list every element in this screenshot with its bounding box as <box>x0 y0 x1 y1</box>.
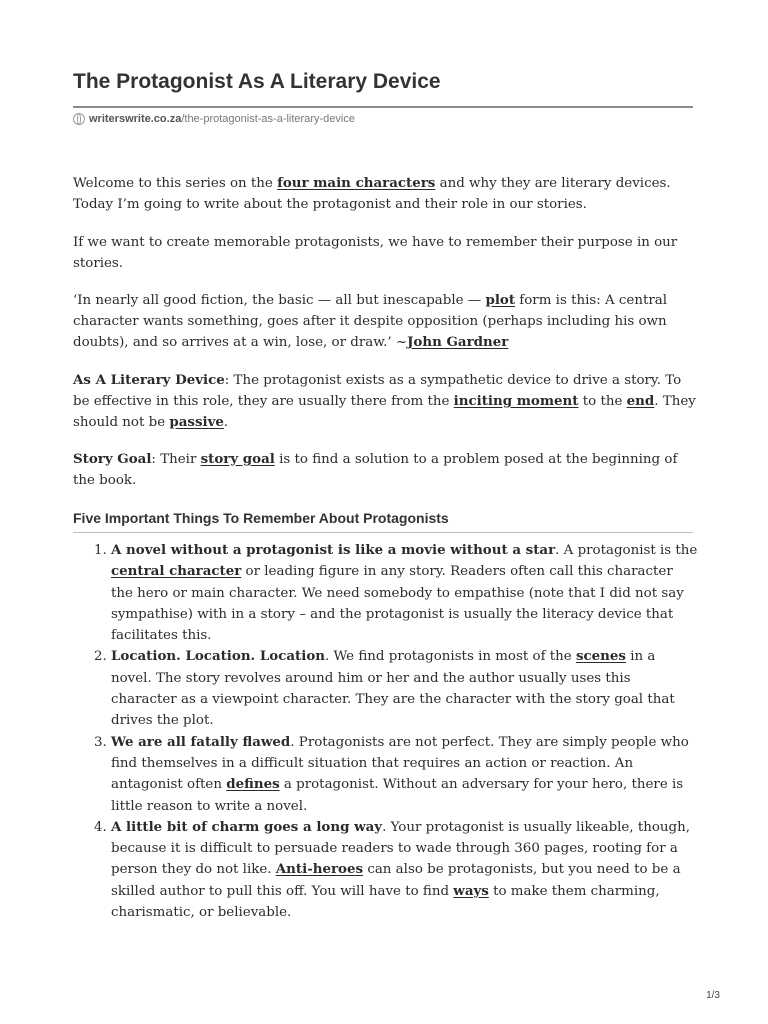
text: or leading figure in any story. Readers often call this character the hero or main character. We need somebody to empathise (note that I did not say sympathise) with in a story – and the protagonist is usually the literacy device that facilitates this. <box>111 564 684 644</box>
item-heading: We are all fatally flawed <box>111 733 291 750</box>
link-anti-heroes[interactable]: Anti-heroes <box>275 861 364 878</box>
link-scenes[interactable]: scenes <box>575 648 626 665</box>
link-ways[interactable]: ways <box>453 882 489 899</box>
story-goal-paragraph <box>73 449 698 491</box>
section-divider <box>73 532 693 533</box>
text: . <box>223 415 229 430</box>
text: . They should not be <box>73 394 696 430</box>
item-heading: A little bit of charm goes a long way <box>111 818 383 835</box>
text: in a novel. The story revolves around him or her and the author usually uses this character as a viewpoint character. They are the character with the story goal that drives the plot. <box>111 649 675 729</box>
protagonist-list <box>73 540 698 923</box>
text: . Protagonists are not perfect. They are simply people who find themselves in a difficult situation that requires an action or reaction. An antagonist often <box>111 734 689 793</box>
label: Story Goal <box>73 451 152 467</box>
text: ‘In nearly all good fiction, the basic — all but inescapable — <box>73 293 486 308</box>
source-url <box>73 113 355 125</box>
literary-device-paragraph <box>73 370 698 433</box>
text: : The protagonist exists as a sympathetic device to drive a story. To be effective in this role, they are usually there from the <box>73 373 682 409</box>
item-heading: A novel without a protagonist is like a movie without a star <box>111 542 556 558</box>
page-title: The Protagonist As A Literary Device <box>73 70 441 93</box>
page-number: 1/3 <box>706 990 720 1001</box>
list-item <box>111 732 698 817</box>
link-central-character[interactable]: central character <box>111 563 242 580</box>
text: . A protagonist is the <box>555 543 698 558</box>
link-end[interactable]: end <box>626 393 655 409</box>
label: As A Literary Device <box>73 372 225 388</box>
purpose-paragraph: If we want to create memorable protagonists, we have to remember their purpose in our stories. <box>73 235 678 271</box>
section-heading: Five Important Things To Remember About Protagonists <box>73 510 449 526</box>
list-item <box>111 646 698 731</box>
link-defines[interactable]: defines <box>226 776 280 793</box>
text: to the <box>578 394 627 409</box>
link-story-goal[interactable]: story goal <box>200 451 275 467</box>
text: form is this: A central character wants something, goes after it despite opposition (perhaps including his own doubts), and so arrives at a win, lose, or draw.’ ~ <box>73 293 668 350</box>
title-divider <box>73 106 693 108</box>
text: Welcome to this series on the <box>73 176 278 191</box>
text: a protagonist. Without an adversary for your hero, there is little reason to write a novel. <box>111 777 684 814</box>
globe-icon <box>73 113 85 125</box>
text: . Your protagonist is usually likeable, though, because it is difficult to persuade readers to wade through 360 pages, rooting for a person they do not like. <box>111 819 690 878</box>
link-john-gardner[interactable]: John Gardner <box>407 334 509 350</box>
text: to make them charming, charismatic, or believable. <box>111 883 660 921</box>
source-path[interactable]: /the-protagonist-as-a-literary-device <box>181 113 355 125</box>
text: : Their <box>151 452 201 467</box>
text: is to find a solution to a problem posed at the beginning of the book. <box>73 452 678 488</box>
link-plot[interactable]: plot <box>485 292 516 308</box>
source-domain[interactable]: writerswrite.co.za <box>89 113 182 125</box>
text: and why they are literary devices. Today I’m going to write about the protagonist and their role in our stories. <box>73 176 671 212</box>
link-inciting-moment[interactable]: inciting moment <box>453 393 579 409</box>
item-heading: Location. Location. Location <box>111 648 325 665</box>
link-four-main-characters[interactable]: four main characters <box>277 175 436 191</box>
quote-paragraph <box>73 290 698 353</box>
link-passive[interactable]: passive <box>169 414 224 430</box>
list-item <box>111 540 698 646</box>
text: . We find protagonists in most of the <box>325 649 576 665</box>
list-item <box>111 817 698 923</box>
text: can also be protagonists, but you need to be a skilled author to pull this off. You will have to find <box>111 862 681 899</box>
intro-paragraph <box>73 173 698 215</box>
